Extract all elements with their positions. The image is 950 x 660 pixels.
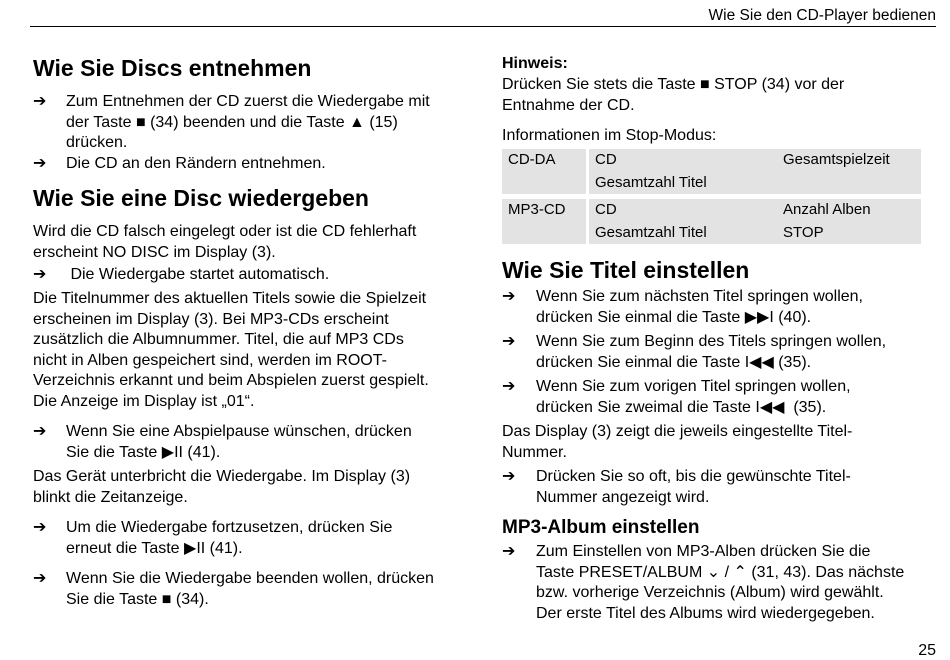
stop-mode-caption: Informationen im Stop-Modus: xyxy=(502,127,717,144)
list-item: ➔ Wenn Sie eine Abspielpause wünschen, drücken Sie die Taste ▶II (41). xyxy=(33,423,412,461)
arrow-icon: ➔ xyxy=(502,468,516,485)
table-cell: CD Gesamtzahl Titel xyxy=(589,199,777,244)
list-item: ➔ Wenn Sie zum vorigen Titel springen wollen, drücken Sie zweimal die Taste I◀◀ (35). xyxy=(502,378,851,416)
paragraph: Das Display (3) zeigt die jeweils eingestellte Titel- Nummer. xyxy=(502,423,853,461)
table-cell: CD-DA xyxy=(502,149,589,194)
arrow-icon: ➔ xyxy=(33,423,47,440)
list-item: ➔ Wenn Sie zum nächsten Titel springen wollen, drücken Sie einmal die Taste ▶▶I (40). xyxy=(502,288,863,326)
page-number: 25 xyxy=(918,642,936,659)
list-item: ➔ Wenn Sie die Wiedergabe beenden wollen, drücken Sie die Taste ■ (34). xyxy=(33,570,434,608)
arrow-icon: ➔ xyxy=(33,155,47,172)
arrow-icon: ➔ xyxy=(33,570,47,587)
paragraph: Die Titelnummer des aktuellen Titels sowie die Spielzeit erscheinen im Display (3). Bei MP3-CDs erscheint zusätzlich die Albumnummer. Titel, die auf MP3 CDs nicht in Alben gespeichert sind, werden im ROOT- Verzeichnis erkannt und beim Abspielen zuerst gespielt. Die Anzeige im Display ist „01“. xyxy=(33,290,429,410)
table-row xyxy=(502,149,921,194)
table-cell: MP3-CD xyxy=(502,199,589,244)
table-cell: Gesamtspielzeit xyxy=(777,149,921,194)
arrow-icon: ➔ xyxy=(502,288,516,305)
heading-mp3-album: MP3-Album einstellen xyxy=(502,517,700,538)
arrow-icon: ➔ xyxy=(33,519,47,536)
running-header: Wie Sie den CD-Player bedienen xyxy=(708,7,936,24)
paragraph: Das Gerät unterbricht die Wiedergabe. Im Display (3) blinkt die Zeitanzeige. xyxy=(33,468,411,506)
arrow-icon: ➔ xyxy=(502,378,516,395)
heading-play-disc: Wie Sie eine Disc wiedergeben xyxy=(33,185,369,211)
note-title: Hinweis: xyxy=(502,55,568,72)
arrow-icon: ➔ xyxy=(502,333,516,350)
list-item: ➔ Wenn Sie zum Beginn des Titels springen wollen, drücken Sie einmal die Taste I◀◀ (35). xyxy=(502,333,887,371)
arrow-icon: ➔ xyxy=(33,266,47,283)
stop-mode-table xyxy=(502,149,921,244)
table-cell: CD Gesamtzahl Titel xyxy=(589,149,777,194)
heading-set-title: Wie Sie Titel einstellen xyxy=(502,257,750,283)
note-text: Drücken Sie stets die Taste ■ STOP (34) vor der Entnahme der CD. xyxy=(502,76,845,114)
heading-remove-discs: Wie Sie Discs entnehmen xyxy=(33,55,312,81)
list-item: ➔ Zum Entnehmen der CD zuerst die Wiedergabe mit der Taste ■ (34) beenden und die Taste ▲ (15) drücken. xyxy=(33,93,430,152)
list-item: ➔ Die Wiedergabe startet automatisch. xyxy=(33,265,463,286)
arrow-icon: ➔ xyxy=(33,93,47,110)
paragraph: Wird die CD falsch eingelegt oder ist die CD fehlerhaft erscheint NO DISC im Display (3). xyxy=(33,223,417,261)
header-rule xyxy=(30,26,936,27)
table-cell: Anzahl Alben STOP xyxy=(777,199,921,244)
list-item: ➔ Drücken Sie so oft, bis die gewünschte Titel- Nummer angezeigt wird. xyxy=(502,468,851,506)
list-item: ➔ Zum Einstellen von MP3-Alben drücken Sie die Taste PRESET/ALBUM ⌄ / ⌃ (31, 43). Das nächste bzw. vorherige Verzeichnis (Album) wird gewählt. Der erste Titel des Albums wird wiedergegeben. xyxy=(502,543,905,622)
arrow-icon: ➔ xyxy=(502,543,516,560)
list-item: ➔ Um die Wiedergabe fortzusetzen, drücken Sie erneut die Taste ▶II (41). xyxy=(33,519,393,557)
table-row xyxy=(502,199,921,244)
list-item: ➔ Die CD an den Rändern entnehmen. xyxy=(33,154,463,175)
